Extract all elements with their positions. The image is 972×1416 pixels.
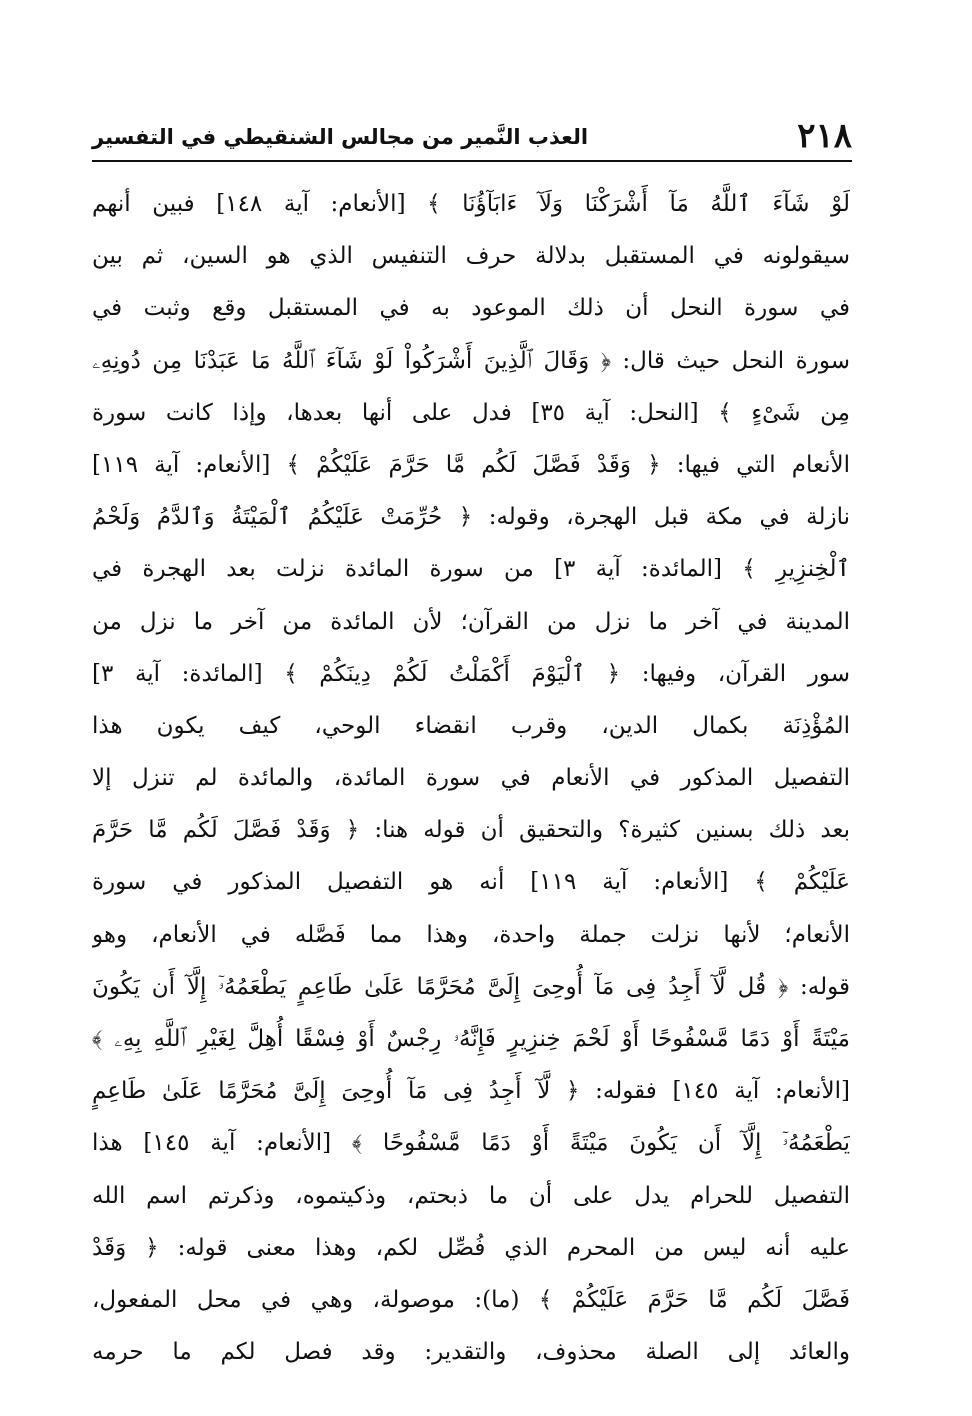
text-line: عليه أنه ليس من المحرم الذي فُصِّل لكم، وهذا معنى قوله: ﴿ وَقَدْ bbox=[92, 1234, 850, 1261]
header-divider bbox=[92, 160, 852, 162]
text-line: الأنعام التي فيها: ﴿ وَقَدْ فَصَّلَ لَكُم مَّا حَرَّمَ عَلَيْكُمْ ﴾ [الأنعام: آية ١١٩] bbox=[92, 451, 850, 478]
text-line: في سورة النحل أن ذلك الموعود به في المستقبل وقع وثبت في bbox=[92, 295, 850, 322]
text-line: قوله: ﴿ قُل لَّآ أَجِدُ فِى مَآ أُوحِىَ إِلَىَّ مُحَرَّمًا عَلَىٰ طَاعِمٍ يَطْعَمُهُۥٓ إِلَّآ أَن يَكُونَ bbox=[92, 973, 850, 1000]
text-line: [الأنعام: آية ١٤٥] فقوله: ﴿ لَّآ أَجِدُ فِى مَآ أُوحِىَ إِلَىَّ مُحَرَّمًا عَلَىٰ طَاعِمٍ bbox=[92, 1078, 850, 1105]
running-title: العذب النَّمير من مجالس الشنقيطي في التفسير bbox=[92, 125, 589, 149]
text-line: سورة النحل حيث قال: ﴿ وَقَالَ ٱلَّذِينَ أَشْرَكُواْ لَوْ شَآءَ ٱللَّهُ مَا عَبَدْنَا مِن دُونِهِۦ bbox=[92, 347, 850, 374]
text-line: مِن شَىْءٍ ﴾ [النحل: آية ٣٥] فدل على أنها بعدها، وإذا كانت سورة bbox=[92, 399, 850, 426]
text-line: يَطْعَمُهُۥٓ إِلَّآ أَن يَكُونَ مَيْتَةً أَوْ دَمًا مَّسْفُوحًا ﴾ [الأنعام: آية ١٤٥] هذا bbox=[92, 1130, 850, 1157]
text-line: الأنعام؛ لأنها نزلت جملة واحدة، وهذا مما فَصَّله في الأنعام، وهو bbox=[92, 921, 850, 948]
text-line: لَوْ شَآءَ ٱللَّهُ مَآ أَشْرَكْنَا وَلَآ ءَابَآؤُنَا ﴾ [الأنعام: آية ١٤٨] فبين أنهم bbox=[92, 191, 850, 217]
page-number: ٢١٨ bbox=[797, 116, 852, 156]
text-line: فَصَّلَ لَكُم مَّا حَرَّمَ عَلَيْكُمْ ﴾ (ما): موصولة، وهي في محل المفعول، bbox=[92, 1286, 850, 1313]
text-line: ٱلْخِنزِيرِ ﴾ [المائدة: آية ٣] من سورة المائدة نزلت بعد الهجرة في bbox=[92, 556, 850, 583]
text-line: والعائد إلى الصلة محذوف، والتقدير: وقد فصل لكم ما حرمه bbox=[92, 1339, 850, 1366]
text-line: بعد ذلك بسنين كثيرة؟ والتحقيق أن قوله هنا: ﴿ وَقَدْ فَصَّلَ لَكُم مَّا حَرَّمَ bbox=[92, 817, 850, 844]
text-line: عَلَيْكُمْ ﴾ [الأنعام: آية ١١٩] أنه هو التفصيل المذكور في سورة bbox=[92, 869, 850, 896]
text-line: مَيْتَةً أَوْ دَمًا مَّسْفُوحًا أَوْ لَحْمَ خِنزِيرٍ فَإِنَّهُۥ رِجْسٌ أَوْ فِسْقًا أُهِلَّ لِغَيْرِ ٱللَّهِ بِهِۦ ﴾ bbox=[92, 1026, 850, 1052]
text-line: سيقولونه في المستقبل بدلالة حرف التنفيس الذي هو السين، ثم بين bbox=[92, 243, 850, 270]
text-line: التفصيل المذكور في الأنعام في سورة المائدة، والمائدة لم تنزل إلا bbox=[92, 765, 850, 792]
text-line: نازلة في مكة قبل الهجرة، وقوله: ﴿ حُرِّمَتْ عَلَيْكُمُ ٱلْمَيْتَةُ وَٱلدَّمُ وَلَحْمُ bbox=[92, 504, 850, 531]
page-header bbox=[92, 112, 852, 162]
text-line: المدينة في آخر ما نزل من القرآن؛ لأن المائدة من آخر ما نزل من bbox=[92, 608, 850, 635]
text-line: المُؤْذِنَة بكمال الدين، وقرب انقضاء الوحي، كيف يكون هذا bbox=[92, 712, 850, 739]
text-line: التفصيل للحرام يدل على أن ما ذبحتم، وذكيتموه، وذكرتم اسم الله bbox=[92, 1182, 850, 1209]
body-text bbox=[92, 178, 850, 1378]
text-line: سور القرآن، وفيها: ﴿ ٱلْيَوْمَ أَكْمَلْتُ لَكُمْ دِينَكُمْ ﴾ [المائدة: آية ٣] bbox=[92, 660, 850, 687]
